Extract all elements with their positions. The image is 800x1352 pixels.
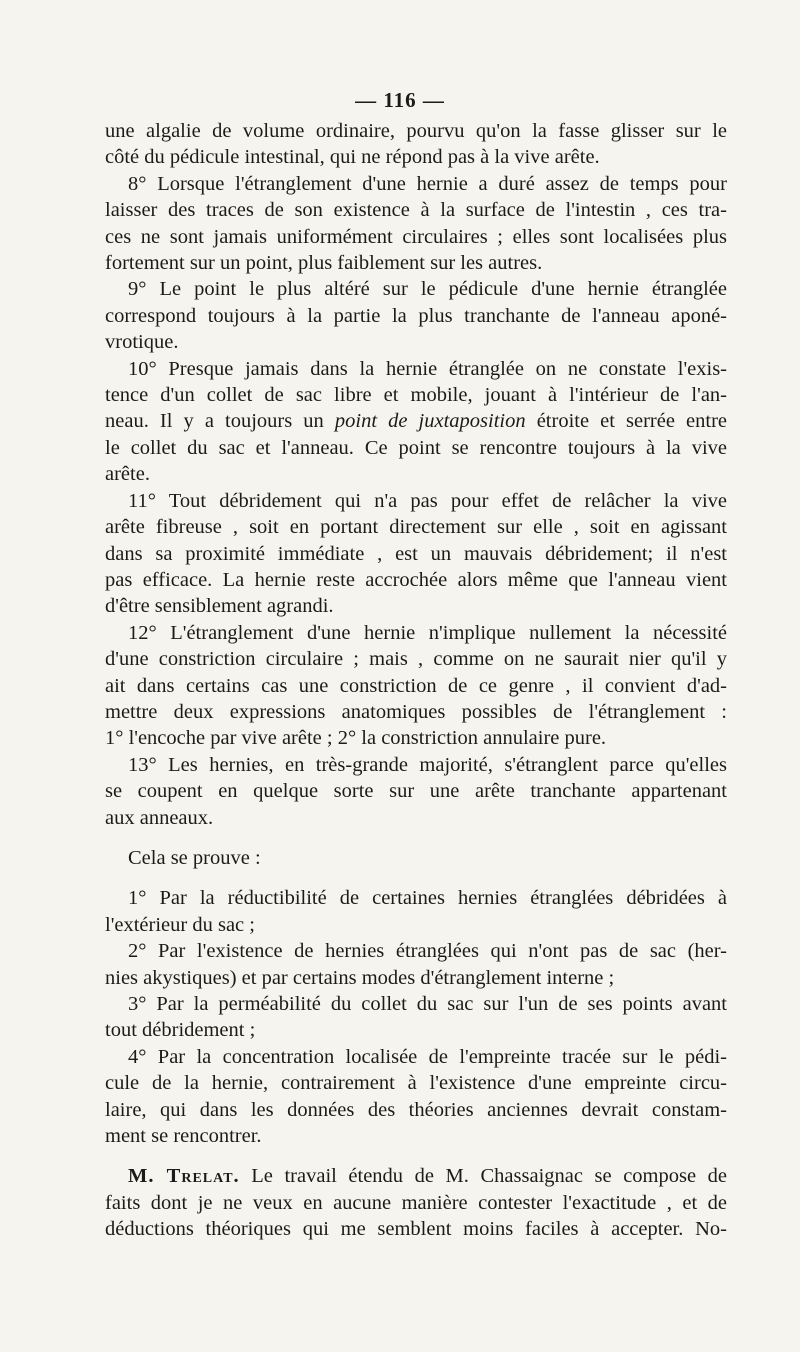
text-line: mettre deux expressions anatomiques possibles de l'étranglement :	[105, 700, 727, 723]
text-line: ces ne sont jamais uniformément circulaires ; elles sont localisées plus	[105, 225, 727, 248]
text-line: tout débridement ;	[105, 1019, 256, 1042]
text-line: 4° Par la concentration localisée de l'empreinte tracée sur le pédi-	[128, 1045, 727, 1068]
text-line: faits dont je ne veux en aucune manière contester l'exactitude , et de	[105, 1191, 727, 1214]
text-line: se coupent en quelque sorte sur une arête tranchante appartenant	[105, 780, 727, 803]
text-line: cule de la hernie, contrairement à l'existence d'une empreinte circu-	[105, 1072, 727, 1095]
text-line: pas efficace. La hernie reste accrochée alors même que l'anneau vient	[105, 568, 727, 591]
text-line: d'être sensiblement agrandi.	[105, 595, 334, 618]
text-line: d'une constriction circulaire ; mais , comme on ne saurait nier qu'il y	[105, 648, 727, 671]
text-line: 1° l'encoche par vive arête ; 2° la constriction annulaire pure.	[105, 727, 607, 750]
text-line: Cela se prouve :	[128, 846, 261, 869]
text-segment: neau. Il y a toujours un	[105, 410, 335, 433]
text-line: 1° Par la réductibilité de certaines hernies étranglées débridées à	[128, 887, 727, 910]
text-line: le collet du sac et l'anneau. Ce point se rencontre toujours à la vive	[105, 436, 727, 459]
text-line: ment se rencontrer.	[105, 1125, 262, 1148]
italic-phrase: point de juxtaposition	[334, 410, 526, 433]
body-text	[105, 118, 727, 1243]
text-segment: étroite et serrée entre	[525, 410, 727, 433]
speaker-name: M. Trelat.	[128, 1165, 240, 1188]
text-line: une algalie de volume ordinaire, pourvu qu'on la fasse glisser sur le	[105, 120, 727, 142]
text-line: 8° Lorsque l'étranglement d'une hernie a duré assez de temps pour	[128, 172, 727, 195]
text-line: arête.	[105, 463, 150, 486]
text-line: 10° Presque jamais dans la hernie étranglée on ne constate l'exis-	[128, 357, 727, 380]
text-line	[105, 1163, 727, 1189]
text-line: laisser des traces de son existence à la surface de l'intestin , ces tra-	[105, 199, 727, 222]
text-line: fortement sur un point, plus faiblement sur les autres.	[105, 252, 543, 275]
text-line: nies akystiques) et par certains modes d'étranglement interne ;	[105, 966, 615, 989]
text-line: arête fibreuse , soit en portant directement sur elle , soit en agissant	[105, 516, 727, 539]
text-line: laire, qui dans les données des théories anciennes devrait constam-	[105, 1098, 727, 1121]
text-line: tence d'un collet de sac libre et mobile, jouant à l'intérieur de l'an-	[105, 384, 727, 407]
text-line: déductions théoriques qui me semblent moins faciles à accepter. No-	[105, 1218, 727, 1241]
text-line: côté du pédicule intestinal, qui ne répond pas à la vive arête.	[105, 146, 600, 169]
text-line: 9° Le point le plus altéré sur le pédicule d'une hernie étranglée	[128, 278, 727, 301]
text-line: 12° L'étranglement d'une hernie n'implique nullement la nécessité	[128, 621, 727, 644]
text-line: 3° Par la perméabilité du collet du sac sur l'un de ses points avant	[128, 993, 727, 1015]
text-line: 11° Tout débridement qui n'a pas pour effet de relâcher la vive	[128, 489, 727, 512]
text-segment: Le travail étendu de M. Chassaignac se compose de	[239, 1165, 727, 1188]
text-line	[105, 408, 727, 434]
text-line: ait dans certains cas une constriction de ce genre , il convient d'ad-	[105, 674, 727, 697]
text-line: l'extérieur du sac ;	[105, 913, 255, 936]
text-line: 2° Par l'existence de hernies étranglées qui n'ont pas de sac (her-	[128, 940, 727, 963]
text-line: vrotique.	[105, 331, 179, 354]
page-number: — 116 —	[355, 88, 445, 112]
text-line: aux anneaux.	[105, 806, 214, 829]
text-line: correspond toujours à la partie la plus tranchante de l'anneau aponé-	[105, 304, 727, 327]
text-line: dans sa proximité immédiate , est un mauvais débridement; il n'est	[105, 542, 727, 565]
text-line: 13° Les hernies, en très-grande majorité, s'étranglent parce qu'elles	[128, 753, 727, 776]
